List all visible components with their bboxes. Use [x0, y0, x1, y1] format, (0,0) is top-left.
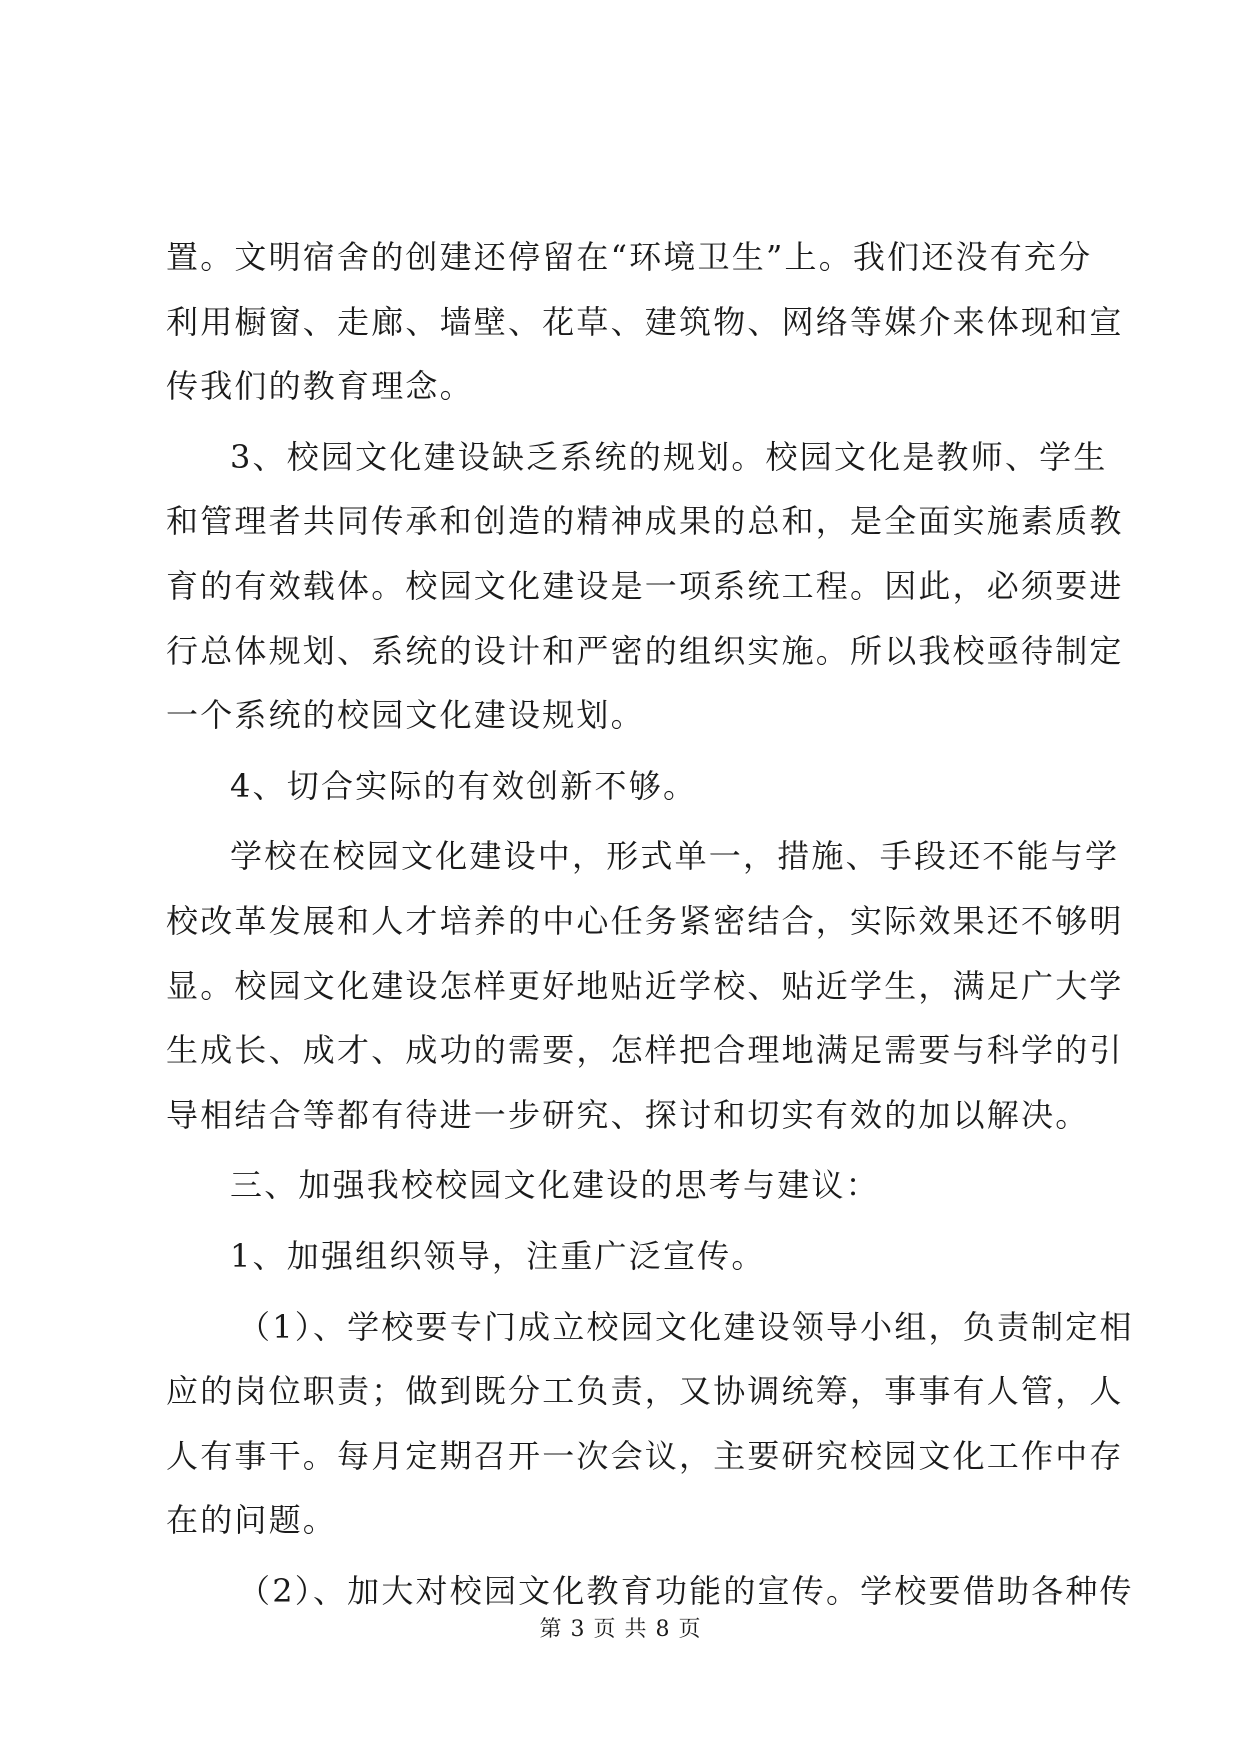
- text-line: 3、校园文化建设缺乏系统的规划。校园文化是教师、学生: [230, 437, 1108, 476]
- text-line: 生成长、成才、成功的需要，怎样把合理地满足需要与科学的引: [166, 1031, 1124, 1070]
- text-line: 行总体规划、系统的设计和严密的组织实施。所以我校亟待制定: [166, 631, 1124, 670]
- page-footer: 第 3 页 共 8 页: [539, 1617, 702, 1642]
- text-line: 三、加强我校校园文化建设的思考与建议：: [230, 1166, 880, 1205]
- text-line: 和管理者共同传承和创造的精神成果的总和，是全面实施素质教: [166, 502, 1124, 541]
- text-line: 传我们的教育理念。: [166, 367, 474, 406]
- paragraph: [166, 1153, 1082, 1218]
- document-body: [166, 225, 1134, 1623]
- paragraph: [166, 754, 1082, 819]
- text-line: 置。文明宿舍的创建还停留在“环境卫生”上。我们还没有充分: [166, 238, 1093, 276]
- text-line: 应的岗位职责；做到既分工负责，又协调统筹，事事有人管，人: [166, 1372, 1124, 1411]
- paragraph: [166, 425, 1124, 748]
- paragraph: [166, 1295, 1134, 1553]
- text-line: 1、加强组织领导，注重广泛宣传。: [230, 1236, 766, 1275]
- text-line: 在的问题。: [166, 1501, 338, 1540]
- text-line: 利用橱窗、走廊、墙壁、花草、建筑物、网络等媒介来体现和宣: [166, 302, 1124, 341]
- text-line: 校改革发展和人才培养的中心任务紧密结合，实际效果还不够明: [166, 901, 1124, 940]
- text-line: （2）、加大对校园文化教育功能的宣传。学校要借助各种传: [238, 1571, 1134, 1610]
- text-line: （1）、学校要专门成立校园文化建设领导小组，负责制定相: [238, 1307, 1134, 1346]
- paragraph: [166, 1224, 1082, 1289]
- text-line: 育的有效载体。校园文化建设是一项系统工程。因此，必须要进: [166, 566, 1124, 605]
- text-line: 学校在校园文化建设中，形式单一，措施、手段还不能与学: [230, 837, 1120, 876]
- paragraph: [166, 225, 1124, 419]
- paragraph: [166, 824, 1124, 1147]
- text-line: 导相结合等都有待进一步研究、探讨和切实有效的加以解决。: [166, 1095, 1090, 1134]
- text-line: 显。校园文化建设怎样更好地贴近学校、贴近学生，满足广大学: [166, 966, 1124, 1005]
- text-line: 一个系统的校园文化建设规划。: [166, 696, 645, 735]
- text-line: 4、切合实际的有效创新不够。: [230, 766, 698, 805]
- text-line: 人有事干。每月定期召开一次会议，主要研究校园文化工作中存: [166, 1436, 1124, 1475]
